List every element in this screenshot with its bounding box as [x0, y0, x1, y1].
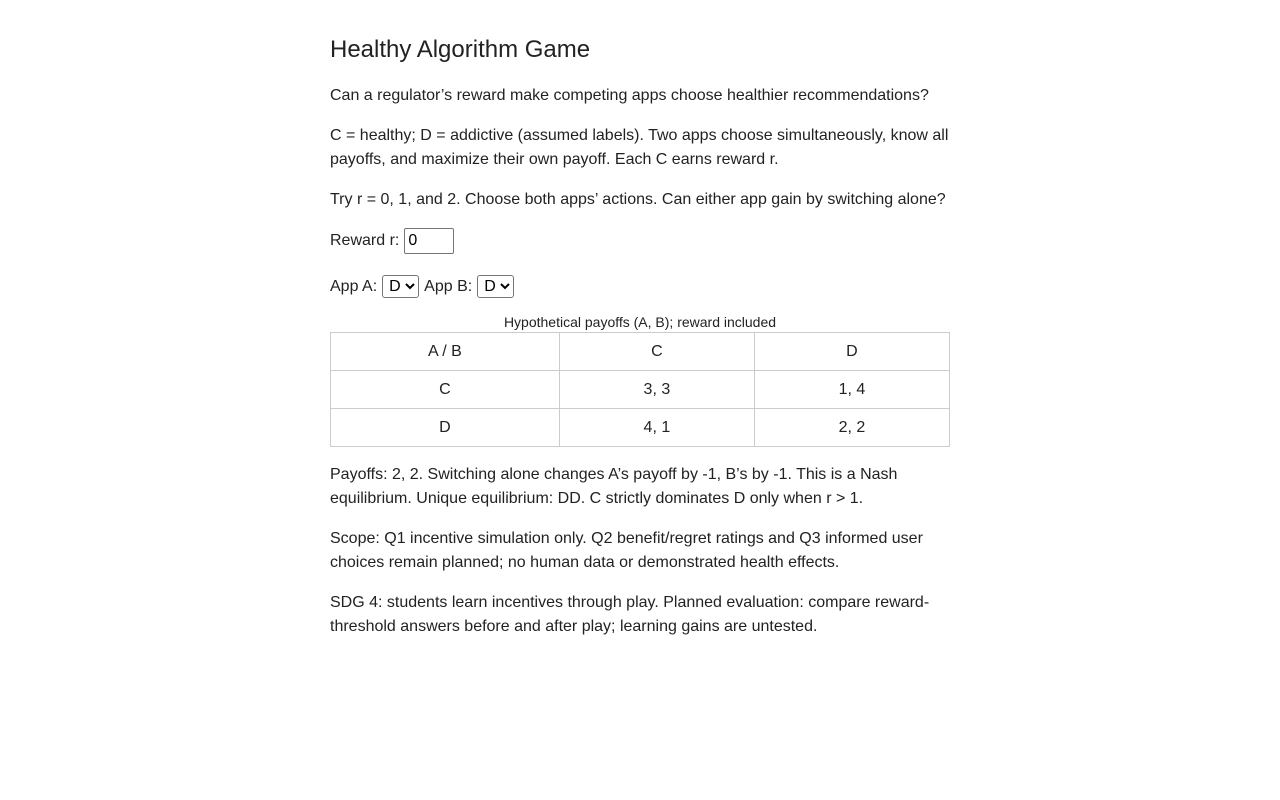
reward-row [330, 228, 454, 254]
table-row [331, 371, 950, 409]
payoff-cell: 1, 4 [754, 371, 949, 409]
reward-input[interactable] [404, 228, 454, 254]
table-header-cell: D [754, 333, 949, 371]
app-a-select[interactable] [382, 275, 419, 298]
payoff-cell: 3, 3 [559, 371, 754, 409]
game-description: C = healthy; D = addictive (assumed labels). Two apps choose simultaneously, know all payoffs, and maximize their own payoff. Each C earns reward r. [330, 127, 949, 168]
payoff-table [330, 332, 950, 447]
table-row [331, 409, 950, 447]
app-b-select[interactable] [477, 275, 514, 298]
row-label-cell: D [331, 409, 560, 447]
payoff-cell: 4, 1 [559, 409, 754, 447]
table-caption: Hypothetical payoffs (A, B); reward included [503, 314, 777, 330]
instructions: Try r = 0, 1, and 2. Choose both apps’ actions. Can either app gain by switching alone? [330, 191, 946, 208]
actions-row [330, 275, 519, 298]
page-title: Healthy Algorithm Game [330, 36, 591, 63]
intro-question: Can a regulator’s reward make competing apps choose healthier recommendations? [330, 87, 929, 104]
app-b-label: App B: [424, 277, 473, 295]
result-text: Payoffs: 2, 2. Switching alone changes A’s payoff by -1, B’s by -1. This is a Nash equilibrium. Unique equilibrium: DD. C strictly dominates D only when r > 1. [330, 466, 898, 507]
row-label-cell: C [331, 371, 560, 409]
table-header-row [331, 333, 950, 371]
table-header-cell: A / B [331, 333, 560, 371]
app-a-label: App A: [330, 277, 378, 295]
scope-text: Scope: Q1 incentive simulation only. Q2 benefit/regret ratings and Q3 informed user choices remain planned; no human data or demonstrated health effects. [330, 530, 923, 571]
sdg-text: SDG 4: students learn incentives through play. Planned evaluation: compare reward-threshold answers before and after play; learning gains are untested. [330, 594, 930, 635]
reward-label: Reward r: [330, 232, 400, 249]
table-header-cell: C [559, 333, 754, 371]
payoff-cell: 2, 2 [754, 409, 949, 447]
